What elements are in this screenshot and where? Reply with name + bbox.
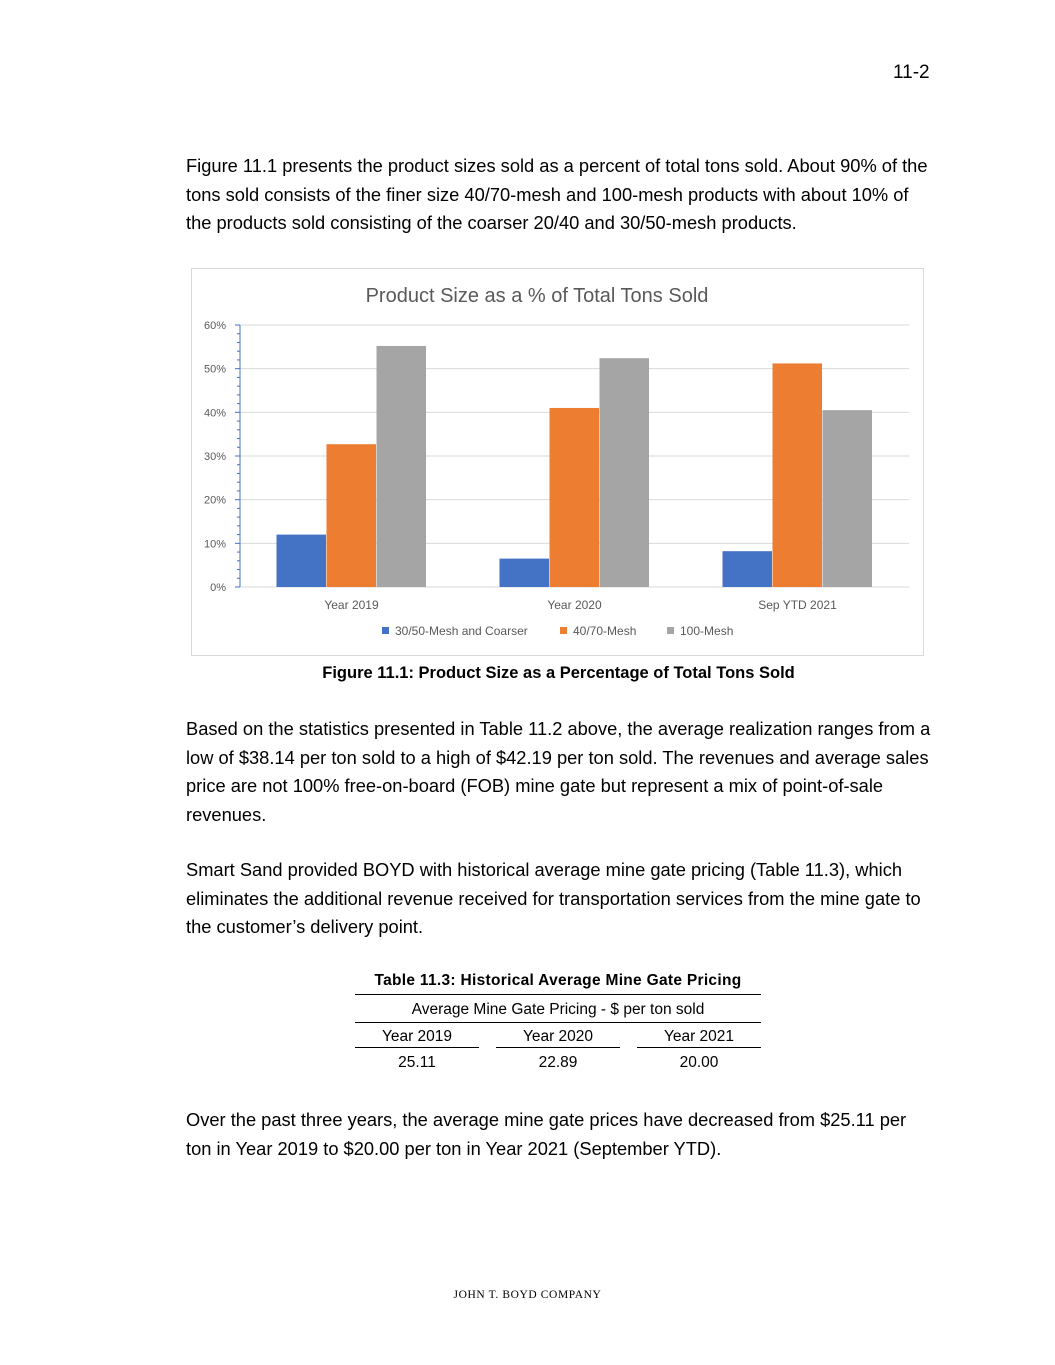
- table-header-cell: Year 2020: [496, 1028, 620, 1048]
- table-cell: 20.00: [679, 1054, 719, 1071]
- table-header-cell: Year 2019: [355, 1028, 479, 1048]
- y-tick-label: 10%: [203, 538, 226, 551]
- bar: [773, 363, 823, 587]
- legend-label: 40/70-Mesh: [573, 624, 637, 638]
- bar: [327, 444, 377, 587]
- footer-company: JOHN T. BOYD COMPANY: [453, 1289, 602, 1301]
- table-cell: 25.11: [398, 1054, 436, 1071]
- x-tick-label: Year 2020: [547, 598, 602, 612]
- x-tick-label: Year 2019: [324, 598, 379, 612]
- mine-gate-pricing-table: [355, 972, 761, 1075]
- legend-swatch: [382, 627, 389, 634]
- legend-swatch: [560, 627, 567, 634]
- table-row: [355, 1049, 761, 1075]
- bar: [723, 551, 773, 587]
- table-header-row: [355, 1023, 761, 1049]
- legend-label: 100-Mesh: [680, 624, 734, 638]
- table-title: Table 11.3: Historical Average Mine Gate Pricing: [355, 972, 761, 995]
- y-tick-label: 50%: [203, 363, 226, 376]
- bar: [277, 535, 327, 587]
- chart-container: [191, 268, 924, 656]
- paragraph-realization: Based on the statistics presented in Table 11.2 above, the average realization ranges from a low of $38.14 per ton sold to a high of $42.19 per ton sold. The revenues and average sales price are not 100% free-on-board (FOB) mine gate but represent a mix of point-of-sale revenues.: [186, 718, 931, 825]
- bar: [823, 410, 873, 587]
- paragraph-mine-gate-pricing: Smart Sand provided BOYD with historical average mine gate pricing (Table 11.3), which eliminates the additional revenue received for transportation services from the mine gate to the customer’s delivery point.: [186, 859, 921, 937]
- paragraph-figure-intro: Figure 11.1 presents the product sizes sold as a percent of total tons sold. About 90% of the tons sold consists of the finer size 40/70-mesh and 100-mesh products with about 10% of the products sold consisting of the coarser 20/40 and 30/50-mesh products.: [186, 155, 928, 233]
- y-tick-label: 0%: [210, 582, 226, 594]
- bar: [600, 358, 650, 587]
- chart-title: Product Size as a % of Total Tons Sold: [365, 285, 709, 307]
- table-cell: 22.89: [538, 1054, 578, 1071]
- page-number: 11-2: [893, 62, 930, 83]
- paragraph-price-trend: Over the past three years, the average mine gate prices have decreased from $25.11 per ton in Year 2019 to $20.00 per ton in Year 2021 (September YTD).: [186, 1109, 907, 1159]
- bar: [377, 346, 427, 587]
- y-tick-label: 30%: [203, 451, 226, 463]
- bar: [500, 559, 550, 587]
- table-header-cell: Year 2021: [637, 1028, 761, 1048]
- legend-swatch: [667, 627, 674, 634]
- y-tick-label: 60%: [203, 320, 226, 332]
- bar: [550, 408, 600, 587]
- figure-caption: Figure 11.1: Product Size as a Percentage of Total Tons Sold: [322, 664, 795, 682]
- y-tick-label: 40%: [203, 407, 226, 420]
- table-subtitle: Average Mine Gate Pricing - $ per ton sold: [355, 995, 761, 1023]
- y-tick-label: 20%: [203, 494, 226, 507]
- x-tick-label: Sep YTD 2021: [758, 598, 837, 612]
- bar-chart: [192, 269, 925, 657]
- legend-label: 30/50-Mesh and Coarser: [395, 624, 528, 638]
